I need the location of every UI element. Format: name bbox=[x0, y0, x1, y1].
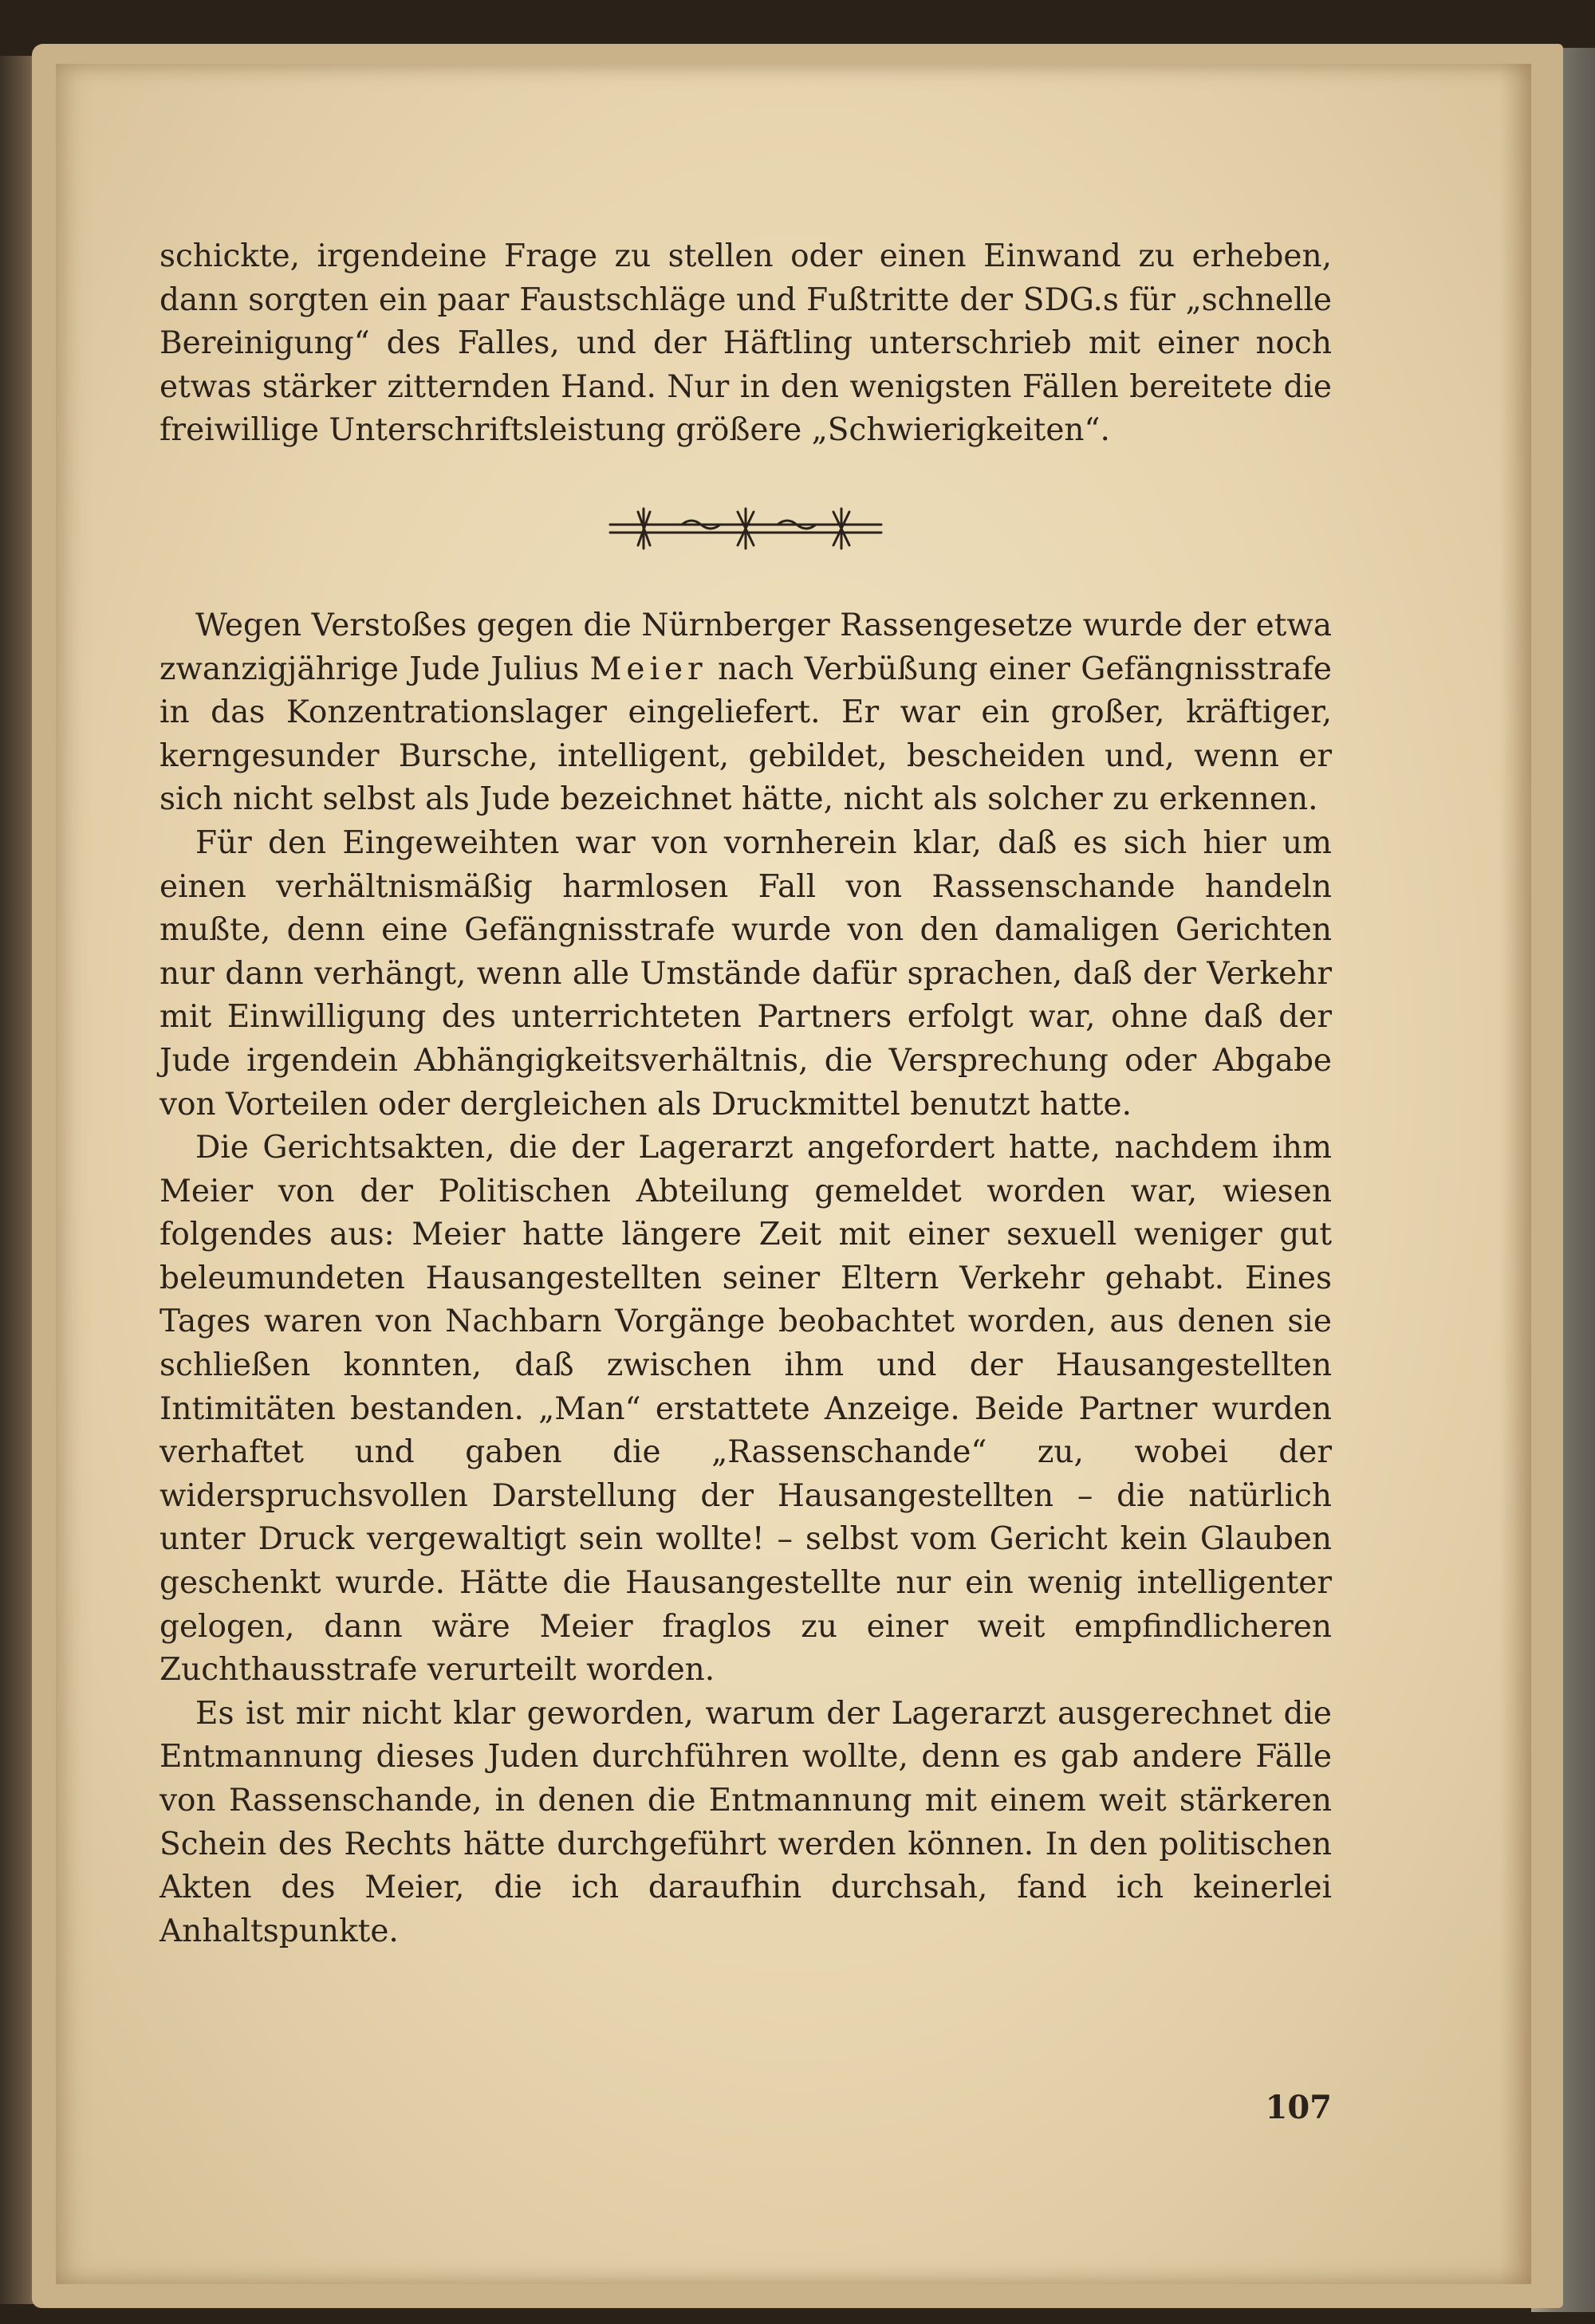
book-page bbox=[56, 64, 1531, 2284]
paragraph-meier-intro bbox=[160, 604, 1332, 822]
page-gutter-shadow bbox=[1499, 64, 1531, 2284]
page-number: 107 bbox=[1265, 2089, 1332, 2126]
paragraph-2: Für den Eingeweihten war von vornherein klar, daß es sich hier um einen verhältnismäßig harmlosen Fall von Rassenschande handeln mußte, denn eine Gefängnisstrafe wurde von den damaligen Gerichten nur dann verhängt, wenn alle Umstände dafür sprachen, daß der Verkehr mit Einwilligung des unterrichteten Partners erfolgt war, ohne daß der Jude irgendein Abhängigkeitsverhältnis, die Versprechung oder Abgabe von Vorteilen oder dergleichen als Druckmittel benutzt hatte. bbox=[160, 824, 1332, 1123]
paragraph-3: Die Gerichtsakten, die der Lagerarzt angefordert hatte, nachdem ihm Meier von der Politischen Abteilung gemeldet worden war, wiesen folgendes aus: Meier hatte längere Zeit mit einer sexuell weniger gut beleumundeten Hausangestellten seiner Eltern Verkehr gehabt. Eines Tages waren von Nachbarn Vorgänge beobachtet worden, aus denen sie schließen konnten, daß zwischen ihm und der Hausangestellten Intimitäten bestanden. „Man“ erstattete Anzeige. Beide Partner wurden verhaftet und gaben die „Rassenschande“ zu, wobei der widerspruchsvollen Darstellung der Hausangestellten – die natürlich unter Druck vergewaltigt sein wollte! – selbst vom Gericht kein Glauben geschenkt wurde. Hätte die Hausangestellte nur ein wenig intelligenter gelogen, dann wäre Meier fraglos zu einer weit empfindlicheren Zuchthausstrafe verurteilt worden. bbox=[160, 1130, 1332, 1689]
paragraph-4: Es ist mir nicht klar geworden, warum der Lagerarzt ausgerechnet die Entmannung dieses Juden durchführen wollte, denn es gab andere Fälle von Rassenschande, in denen die Entmannung mit einem weit stärkeren Schein des Rechts hätte durchgeführt werden können. In den politischen Akten des Meier, die ich daraufhin durchsah, fand ich keinerlei Anhaltspunkte. bbox=[160, 1695, 1332, 1949]
paragraph-continuation: schickte, irgendeine Frage zu stellen oder einen Einwand zu erheben, dann sorgten ein paar Faustschläge und Fußtritte der SDG.s für „schnelle Bereinigung“ des Falles, und der Häftling unterschrieb mit einer noch etwas stärker zitternden Hand. Nur in den wenigsten Fällen bereitete die freiwillige Unterschriftsleistung größere „Schwierigkeiten“. bbox=[160, 238, 1332, 449]
paragraph-meier-intro-a: Wegen Verstoßes gegen die Nürnberger Rassengesetze wurde der etwa zwanzigjährige Jude Julius bbox=[160, 607, 1332, 687]
paragraph-meier-intro-b: nach Verbüßung einer Gefängnisstrafe in das Konzentrationslager eingeliefert. Er war ein großer, kräftiger, kerngesunder Bursche, intelligent, gebildet, bescheiden und, wenn er sich nicht selbst als Jude bezeichnet hätte, nicht als solcher zu erkennen. bbox=[160, 651, 1332, 818]
section-divider bbox=[160, 453, 1332, 604]
name-meier-spaced: Meier bbox=[589, 651, 707, 687]
body-text bbox=[160, 235, 1332, 1953]
barbed-wire-ornament-icon bbox=[602, 501, 889, 556]
